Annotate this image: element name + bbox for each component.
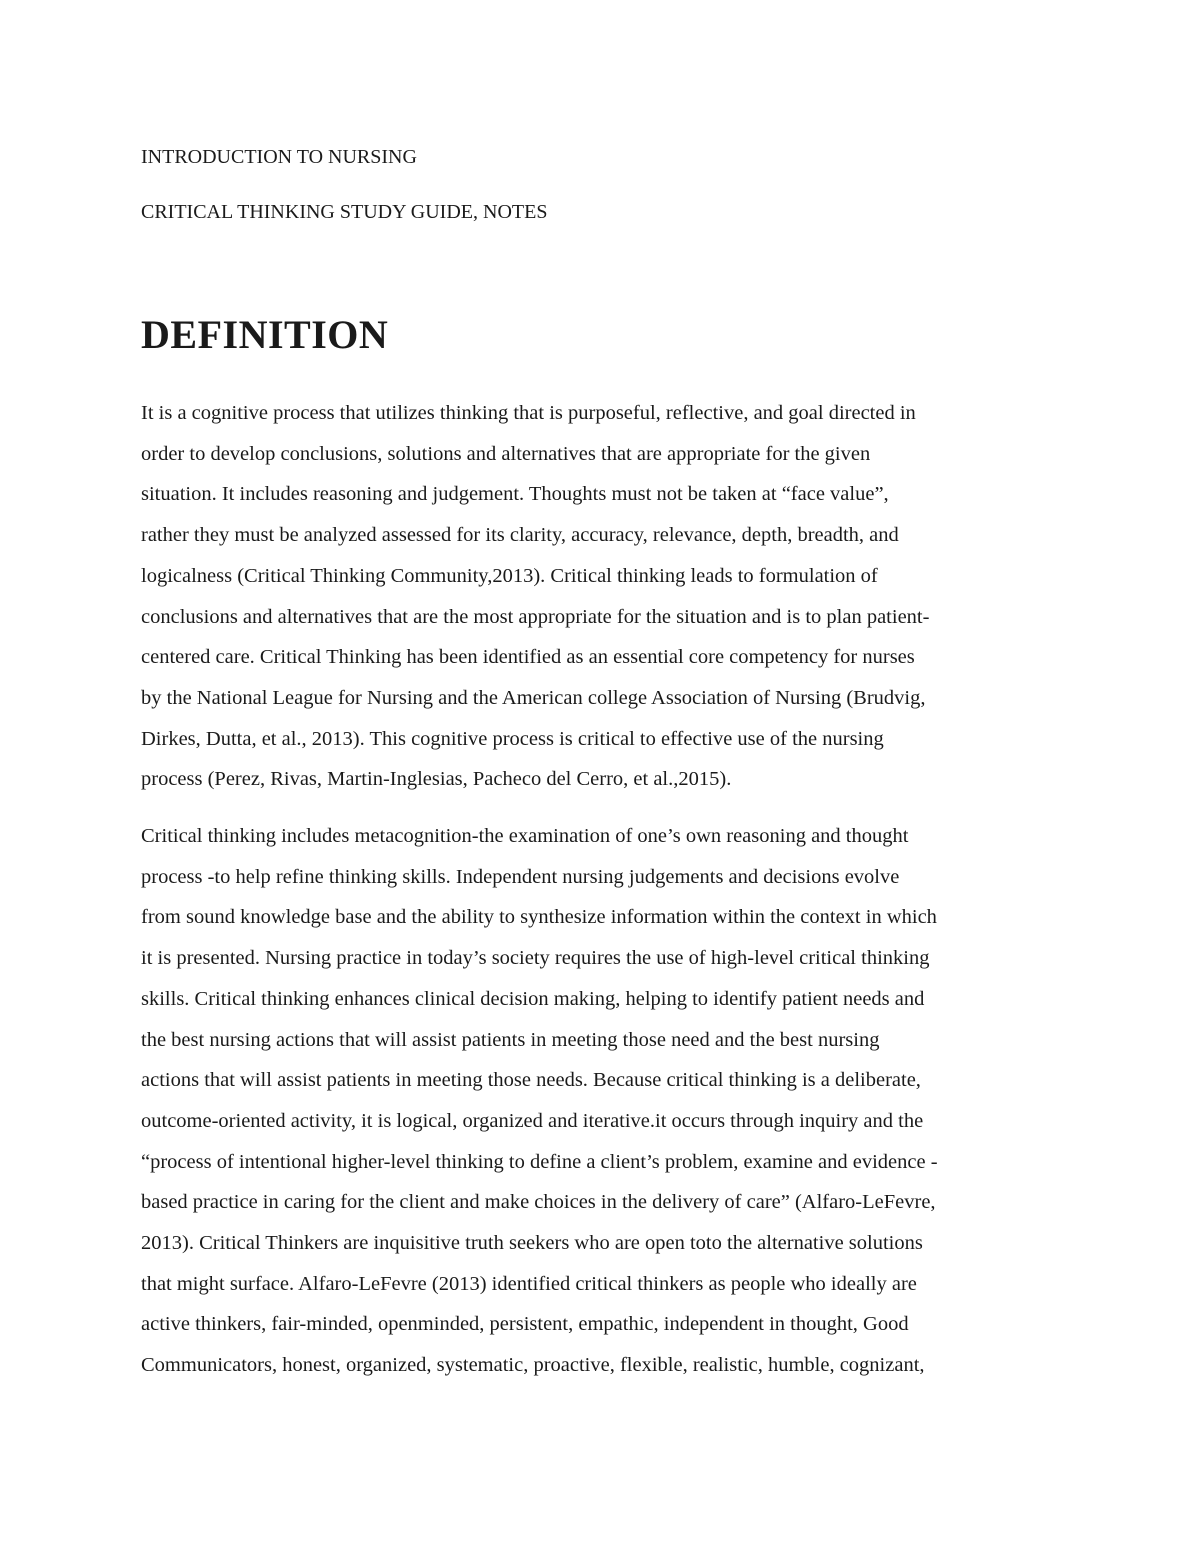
paragraph-line: process -to help refine thinking skills. Independent nursing judgements and decisions evolve <box>141 865 900 888</box>
paragraph-line: situation. It includes reasoning and judgement. Thoughts must not be taken at “face value”, <box>141 483 889 506</box>
paragraph-line: from sound knowledge base and the ability to synthesize information within the context in which <box>141 906 937 929</box>
paragraph-definition <box>141 393 1071 800</box>
paragraph-line: based practice in caring for the client and make choices in the delivery of care” (Alfaro-LeFevre, <box>141 1191 936 1214</box>
paragraph-line: Critical thinking includes metacognition-the examination of one’s own reasoning and thought <box>141 825 909 847</box>
paragraph-line: “process of intentional higher-level thinking to define a client’s problem, examine and evidence - <box>141 1150 938 1173</box>
paragraph-line: by the National League for Nursing and the American college Association of Nursing (Brudvig, <box>141 686 926 709</box>
paragraph-line: Communicators, honest, organized, systematic, proactive, flexible, realistic, humble, cognizant, <box>141 1354 925 1377</box>
paragraph-line: it is presented. Nursing practice in today’s society requires the use of high-level critical thinking <box>141 947 930 970</box>
paragraph-line: that might surface. Alfaro-LeFevre (2013) identified critical thinkers as people who ideally are <box>141 1272 917 1295</box>
paragraph-line: actions that will assist patients in meeting those needs. Because critical thinking is a deliberate, <box>141 1069 921 1092</box>
paragraph-line: outcome-oriented activity, it is logical, organized and iterative.it occurs through inquiry and the <box>141 1109 924 1132</box>
paragraph-line: active thinkers, fair-minded, openminded, persistent, empathic, independent in thought, Good <box>141 1313 909 1336</box>
paragraph-line: It is a cognitive process that utilizes thinking that is purposeful, reflective, and goal directed in <box>141 402 916 424</box>
paragraph-line: conclusions and alternatives that are the most appropriate for the situation and is to plan patient- <box>141 605 930 628</box>
paragraph-line: rather they must be analyzed assessed for its clarity, accuracy, relevance, depth, breadth, and <box>141 524 899 547</box>
paragraph-metacognition <box>141 816 1071 1386</box>
paragraph-line: process (Perez, Rivas, Martin-Inglesias, Pacheco del Cerro, et al.,2015). <box>141 768 732 791</box>
paragraph-line: 2013). Critical Thinkers are inquisitive truth seekers who are open toto the alternative solutions <box>141 1232 923 1255</box>
document-title-line-2: CRITICAL THINKING STUDY GUIDE, NOTES <box>141 201 548 223</box>
paragraph-line: order to develop conclusions, solutions and alternatives that are appropriate for the given <box>141 442 871 465</box>
document-title-line-1: INTRODUCTION TO NURSING <box>141 146 417 168</box>
paragraph-line: logicalness (Critical Thinking Community,2013). Critical thinking leads to formulation of <box>141 564 878 587</box>
section-heading-definition: DEFINITION <box>141 312 389 357</box>
paragraph-line: Dirkes, Dutta, et al., 2013). This cognitive process is critical to effective use of the nursing <box>141 727 884 750</box>
paragraph-line: centered care. Critical Thinking has been identified as an essential core competency for nurses <box>141 646 915 669</box>
paragraph-line: skills. Critical thinking enhances clinical decision making, helping to identify patient needs and <box>141 987 925 1010</box>
paragraph-line: the best nursing actions that will assist patients in meeting those need and the best nursing <box>141 1028 880 1051</box>
